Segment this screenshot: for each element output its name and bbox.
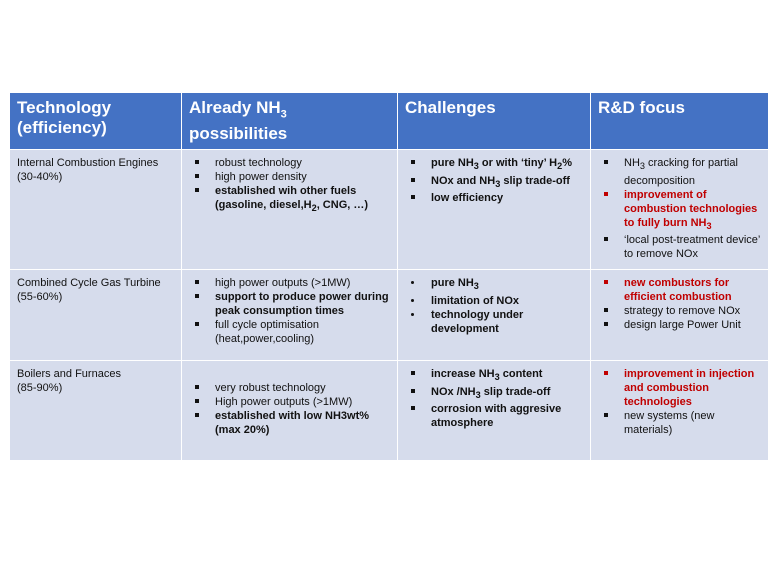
list-item: ‘local post-treatment device’ to remove NOx	[598, 233, 764, 261]
header-row	[10, 93, 769, 150]
rd-focus-cell	[591, 150, 769, 270]
rd-focus-cell	[591, 270, 769, 361]
list-item: NOx $/NH_3$ slip trade-off	[405, 385, 586, 402]
list-item: NOx and $NH_3$ slip trade-off	[405, 174, 586, 191]
technology-efficiency: (85-90%)	[17, 382, 63, 395]
header-challenges-label: Challenges	[405, 98, 496, 117]
table-row	[10, 270, 769, 361]
technology-name: Combined Cycle Gas Turbine	[17, 277, 161, 290]
technology-cell	[10, 150, 182, 270]
list-item: high power outputs (>1MW)	[189, 276, 393, 290]
list-item: full cycle optimisation (heat,power,cooling)	[189, 318, 393, 346]
challenges-cell	[398, 361, 591, 461]
header-technology-line1: Technology	[17, 98, 112, 117]
technology-name: Boilers and Furnaces	[17, 368, 121, 381]
list-item: $NH_3$ cracking for partial decomposition	[598, 156, 764, 187]
list-item: pure $NH_3$ or with ‘tiny’ $H_2\%$	[405, 156, 586, 173]
possibilities-cell	[182, 361, 398, 461]
table-row	[10, 150, 769, 270]
list-item: technology under development	[405, 308, 586, 336]
challenges-cell	[398, 270, 591, 361]
list-item: improvement of combustion technologies to fully burn $NH_3$	[598, 188, 764, 233]
rd-focus-cell	[591, 361, 769, 461]
technology-efficiency: (30-40%)	[17, 171, 63, 184]
table-row	[10, 361, 769, 461]
comparison-table	[9, 92, 769, 461]
header-possibilities-sub: 3	[280, 108, 287, 121]
list-item: high power density	[189, 170, 393, 184]
header-technology	[10, 93, 182, 150]
possibilities-cell	[182, 270, 398, 361]
list-item: new combustors for efficient combustion	[598, 276, 764, 304]
list-item: low efficiency	[405, 191, 586, 205]
list-item: established wih other fuels (gasoline, $diesel,H_2$, CNG, …)	[189, 184, 393, 215]
list-item: corrosion with aggresive atmosphere	[405, 402, 586, 430]
list-item: design large Power Unit	[598, 318, 764, 332]
list-item: limitation of NOx	[405, 294, 586, 308]
technology-efficiency: (55-60%)	[17, 291, 63, 304]
list-item: pure $NH_3$	[405, 276, 586, 293]
header-possibilities	[182, 93, 398, 150]
list-item: robust technology	[189, 156, 393, 170]
list-item: increase $NH_3$ content	[405, 367, 586, 384]
list-item: strategy to remove NOx	[598, 304, 764, 318]
list-item: new systems (new materials)	[598, 409, 764, 437]
list-item: improvement in injection and combustion technologies	[598, 367, 764, 409]
list-item: High power outputs (>1MW)	[189, 395, 393, 409]
header-possibilities-line1: Already NH	[189, 98, 281, 117]
technology-name: Internal Combustion Engines	[17, 157, 159, 170]
technology-cell	[10, 361, 182, 461]
header-rd-focus-label: R&D focus	[598, 98, 685, 117]
list-item: established with low NH3wt% (max 20%)	[189, 409, 393, 437]
header-challenges	[398, 93, 591, 150]
header-possibilities-line2: possibilities	[189, 124, 288, 144]
header-technology-line2: (efficiency)	[17, 118, 107, 137]
list-item: very robust technology	[189, 381, 393, 395]
challenges-cell	[398, 150, 591, 270]
header-rd-focus	[591, 93, 769, 150]
possibilities-cell	[182, 150, 398, 270]
technology-cell	[10, 270, 182, 361]
list-item: support to produce power during peak consumption times	[189, 290, 393, 318]
